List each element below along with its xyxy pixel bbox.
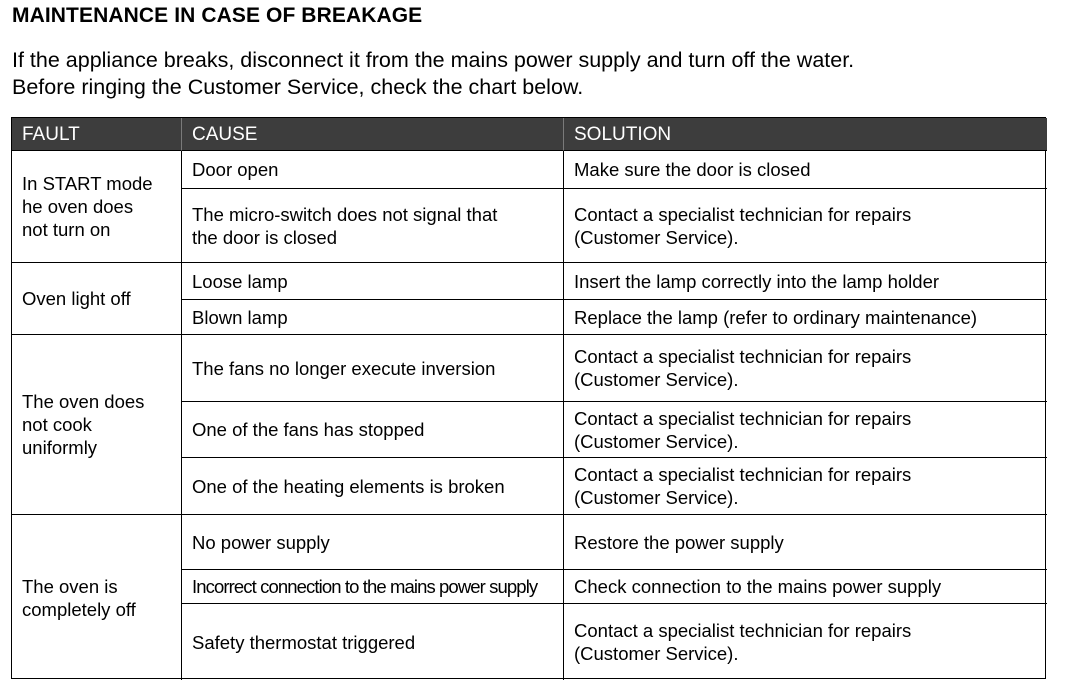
solution-cell <box>564 189 1047 263</box>
cause-line: Door open <box>192 159 279 180</box>
cause-line: Safety thermostat triggered <box>192 631 416 653</box>
cause-cell <box>182 604 564 680</box>
cause-line: The micro-switch does not signal that <box>192 203 498 225</box>
fault-table <box>11 117 1046 679</box>
fault-line: not turn on <box>22 219 111 240</box>
solution-cell <box>564 515 1047 570</box>
solution-line: Replace the lamp (refer to ordinary maintenance) <box>574 306 978 328</box>
cause-cell <box>182 402 564 458</box>
solution-line: (Customer Service). <box>574 226 739 248</box>
cause-line: One of the fans has stopped <box>192 419 425 440</box>
solution-cell <box>564 604 1047 680</box>
solution-line: Contact a specialist technician for repairs <box>574 464 912 485</box>
cause-line: The fans no longer execute inversion <box>192 357 496 379</box>
solution-line: Contact a specialist technician for repairs <box>574 620 912 641</box>
cause-line: One of the heating elements is broken <box>192 475 505 497</box>
cause-line: the door is closed <box>192 226 338 248</box>
intro-line-2: Before ringing the Customer Service, check the chart below. <box>12 75 584 99</box>
fault-cell <box>12 263 182 335</box>
fault-line: uniformly <box>22 437 98 458</box>
solution-line: (Customer Service). <box>574 487 739 508</box>
fault-line: completely off <box>22 598 136 620</box>
solution-cell <box>564 570 1047 604</box>
solution-cell <box>564 458 1047 515</box>
cause-cell <box>182 151 564 189</box>
solution-cell <box>564 151 1047 189</box>
solution-cell <box>564 402 1047 458</box>
cause-line: Incorrect connection to the mains power supply <box>192 576 538 597</box>
solution-line: Insert the lamp correctly into the lamp holder <box>574 270 940 292</box>
cause-cell <box>182 570 564 604</box>
cause-cell <box>182 300 564 335</box>
fault-line: In START mode <box>22 173 153 194</box>
cause-cell <box>182 458 564 515</box>
cause-cell <box>182 263 564 300</box>
fault-cell <box>12 335 182 515</box>
fault-line: he oven does <box>22 196 134 217</box>
fault-line: The oven does <box>22 391 145 412</box>
solution-line: Check connection to the mains power supply <box>574 576 942 597</box>
header-fault: FAULT <box>12 118 182 151</box>
cause-line: Blown lamp <box>192 306 288 328</box>
solution-cell <box>564 300 1047 335</box>
header-cause: CAUSE <box>182 118 564 151</box>
fault-line: The oven is <box>22 575 118 597</box>
cause-cell <box>182 515 564 570</box>
page-title: MAINTENANCE IN CASE OF BREAKAGE <box>12 4 423 27</box>
solution-cell <box>564 335 1047 402</box>
solution-line: Contact a specialist technician for repairs <box>574 203 912 225</box>
solution-line: (Customer Service). <box>574 369 739 390</box>
cause-line: Loose lamp <box>192 270 288 292</box>
fault-line: not cook <box>22 414 92 435</box>
cause-cell <box>182 335 564 402</box>
cause-line: No power supply <box>192 531 330 553</box>
solution-line: Make sure the door is closed <box>574 159 811 180</box>
solution-line: Contact a specialist technician for repairs <box>574 346 912 367</box>
fault-cell <box>12 151 182 263</box>
solution-line: Contact a specialist technician for repairs <box>574 407 912 429</box>
solution-cell <box>564 263 1047 300</box>
header-solution: SOLUTION <box>564 118 1047 151</box>
fault-line: Oven light off <box>22 288 131 309</box>
solution-line: (Customer Service). <box>574 643 739 664</box>
fault-cell <box>12 515 182 680</box>
solution-line: Restore the power supply <box>574 531 784 553</box>
solution-line: (Customer Service). <box>574 430 739 452</box>
cause-cell <box>182 189 564 263</box>
intro-text <box>12 47 854 101</box>
intro-line-1: If the appliance breaks, disconnect it from the mains power supply and turn off the water. <box>12 48 855 72</box>
